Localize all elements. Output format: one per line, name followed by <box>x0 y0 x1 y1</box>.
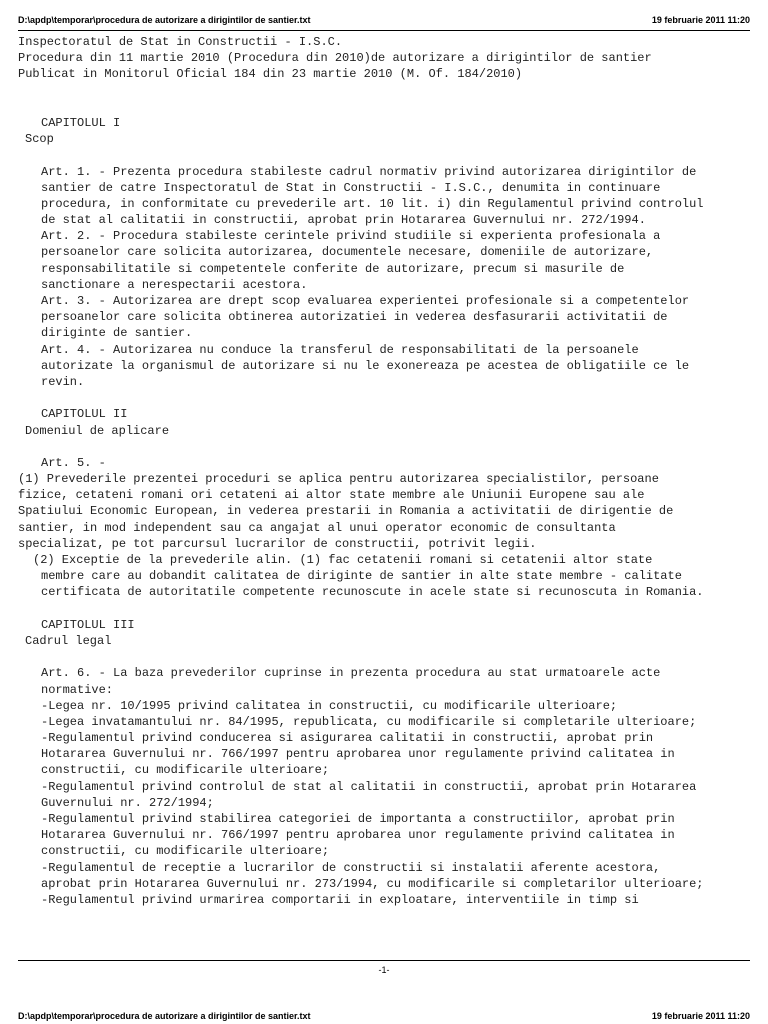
text-line: -Legea nr. 10/1995 privind calitatea in constructii, cu modificarile ulterioare; <box>41 698 618 713</box>
blank-line <box>18 147 758 163</box>
text-line: Publicat in Monitorul Oficial 184 din 23 martie 2010 (M. Of. 184/2010) <box>18 67 523 82</box>
blank-line <box>18 649 758 665</box>
text-line: de stat al calitatii in constructii, aprobat prin Hotararea Guvernului nr. 272/1994. <box>41 213 646 228</box>
next-page-header <box>18 1011 750 1023</box>
text-line: Scop <box>25 132 54 147</box>
text-line: certificata de autoritatile competente recunoscute in acele state si recunoscuta in Romania. <box>41 585 704 600</box>
next-header-datetime: 19 februarie 2011 11:20 <box>651 1011 750 1021</box>
text-line: Hotararea Guvernului nr. 766/1997 pentru aprobarea unor regulamente privind calitatea in <box>41 828 675 843</box>
text-line: revin. <box>41 374 85 389</box>
text-line: Inspectoratul de Stat in Constructii - I.S.C. <box>18 35 343 49</box>
text-line: CAPITOLUL II <box>41 407 128 422</box>
document-body <box>18 34 758 908</box>
text-line: Art. 1. - Prezenta procedura stabileste cadrul normativ privind autorizarea dirigintilor de <box>41 164 697 179</box>
blank-line <box>18 439 758 455</box>
text-line: Spatiului Economic European, in vederea prestarii in Romania a activitatii de dirigentie de <box>18 504 674 519</box>
text-line: persoanelor care solicita obtinerea autorizatiei in vederea desfasurarii activitatii de <box>41 310 668 325</box>
text-line: (1) Prevederile prezentei proceduri se aplica pentru autorizarea specialistilor, persoane <box>18 472 659 487</box>
text-line: -Legea invatamantului nr. 84/1995, republicata, cu modificarile si completarile ulterioare; <box>41 714 697 729</box>
blank-line <box>18 390 758 406</box>
text-line: Art. 2. - Procedura stabileste cerintele privind studiile si experienta profesionala a <box>41 229 661 244</box>
blank-line <box>18 99 758 115</box>
header-divider <box>18 30 750 31</box>
blank-line <box>18 601 758 617</box>
text-line: specializat, pe tot parcursul lucrarilor de constructii, potrivit legii. <box>18 536 537 551</box>
text-line: Art. 5. - <box>41 455 106 470</box>
text-line: Art. 4. - Autorizarea nu conduce la transferul de responsabilitati de la persoanele <box>41 342 639 357</box>
text-line: CAPITOLUL I <box>41 115 121 130</box>
text-line: membre care au dobandit calitatea de diriginte de santier in alte state membre - calitate <box>41 569 682 584</box>
text-line: Art. 3. - Autorizarea are drept scop evaluarea experientei profesionale si a competentelor <box>41 294 690 308</box>
text-line: autorizate la organismul de autorizare si nu le exonereaza pe acestea de obligatiile ce le <box>41 358 690 373</box>
text-line: CAPITOLUL III <box>41 617 135 632</box>
footer-divider <box>18 960 750 961</box>
text-line: -Regulamentul privind stabilirea categoriei de importanta a constructiilor, aprobat prin <box>41 812 675 826</box>
header-file-path: D:\apdp\temporar\procedura de autorizare a dirigintilor de santier.txt <box>18 15 311 25</box>
text-line: Art. 6. - La baza prevederilor cuprinse in prezenta procedura au stat urmatoarele acte <box>41 666 661 681</box>
text-line: santier, in mod independent sau ca angajat al unui operator economic de consultanta <box>18 520 616 535</box>
text-line: Guvernului nr. 272/1994; <box>41 795 214 810</box>
text-line: procedura, in conformitate cu prevederile art. 10 lit. i) din Regulamentul privind controlul <box>41 196 704 211</box>
text-line: diriginte de santier. <box>41 326 193 341</box>
text-line: -Regulamentul privind conducerea si asigurarea calitatii in constructii, aprobat prin <box>41 731 654 746</box>
page-header <box>18 15 750 29</box>
text-line: fizice, cetateni romani ori cetateni ai altor state membre ale Uniunii Europene sau ale <box>18 488 645 503</box>
next-header-file-path: D:\apdp\temporar\procedura de autorizare a dirigintilor de santier.txt <box>18 1011 311 1021</box>
text-line: Domeniul de aplicare <box>25 423 170 438</box>
text-line: normative: <box>41 682 114 697</box>
text-line: sanctionare a nerespectarii acestora. <box>41 277 308 292</box>
text-line: aprobat prin Hotararea Guvernului nr. 273/1994, cu modificarile si completarilor ulterioare; <box>41 876 704 891</box>
text-line: -Regulamentul de receptie a lucrarilor de constructii si instalatii aferente acestora, <box>41 860 661 875</box>
text-line: persoanelor care solicita autorizarea, documentele necesare, domeniile de autorizare, <box>41 245 654 260</box>
text-line: Cadrul legal <box>25 633 112 648</box>
text-line: santier de catre Inspectoratul de Stat in Constructii - I.S.C., denumita in continuare <box>41 180 661 195</box>
text-line: Procedura din 11 martie 2010 (Procedura din 2010)de autorizare a dirigintilor de santier <box>18 51 652 66</box>
text-line: responsabilitatile si competentele conferite de autorizare, precum si masurile de <box>41 261 625 276</box>
text-line: -Regulamentul privind urmarirea comportarii in exploatare, interventiile in timp si <box>41 892 639 907</box>
text-line: (2) Exceptie de la prevederile alin. (1) fac cetatenii romani si cetatenii altor state <box>33 553 653 567</box>
text-line: constructii, cu modificarile ulterioare; <box>41 844 330 859</box>
header-datetime: 19 februarie 2011 11:20 <box>651 15 750 25</box>
blank-line <box>18 83 758 99</box>
text-line: constructii, cu modificarile ulterioare; <box>41 763 330 778</box>
text-line: -Regulamentul privind controlul de stat al calitatii in constructii, aprobat prin Hotararea <box>41 779 697 794</box>
page-number: -1- <box>378 965 390 975</box>
text-line: Hotararea Guvernului nr. 766/1997 pentru aprobarea unor regulamente privind calitatea in <box>41 747 675 762</box>
